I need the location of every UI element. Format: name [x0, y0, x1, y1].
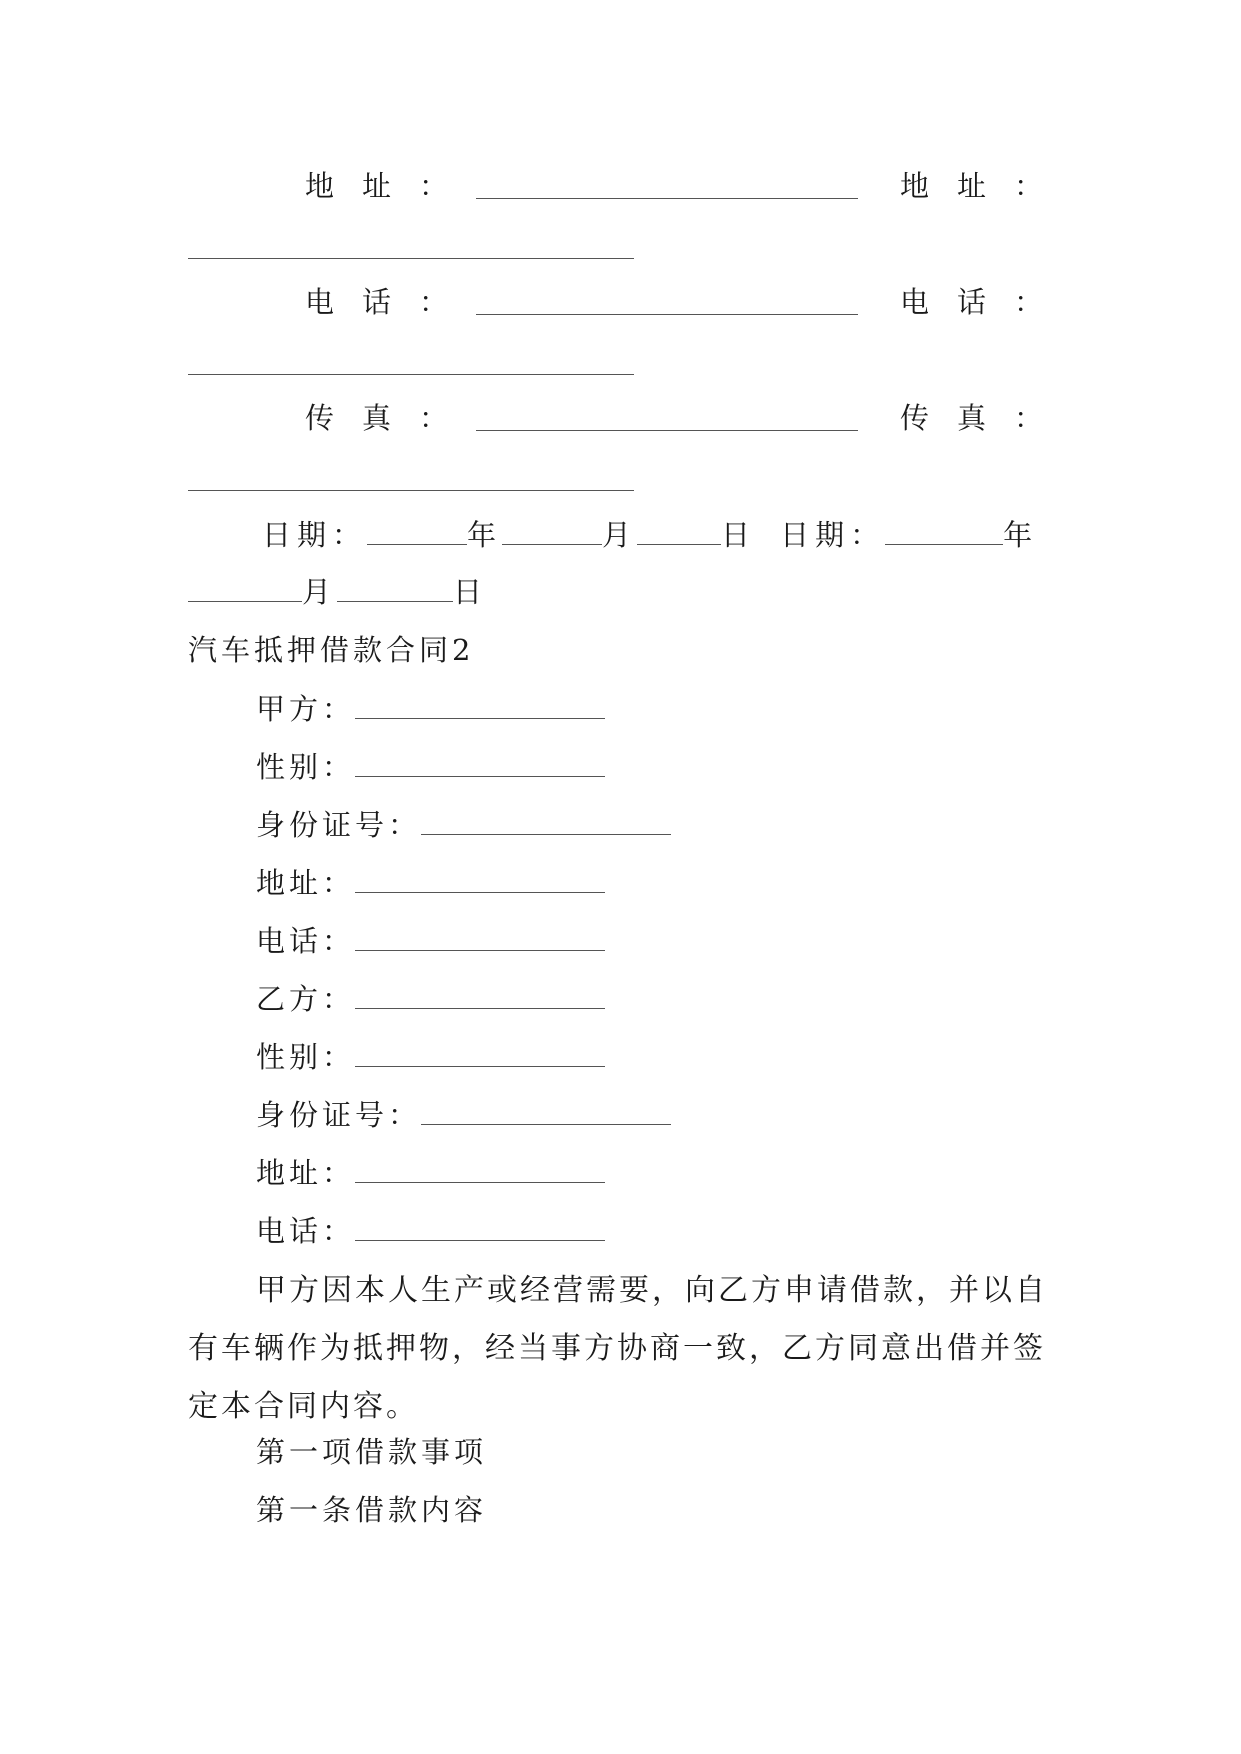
fax-blank-left — [476, 430, 858, 431]
heading-borrowing-content: 第一条借款内容 — [256, 1493, 488, 1527]
party-a-blank — [355, 688, 605, 719]
phone-label-right: 电话： — [900, 285, 1072, 319]
year-blank-right — [885, 514, 1003, 545]
phone-blank-right — [188, 374, 634, 375]
date-line-2: 月 日 — [188, 571, 488, 612]
party-a-address-blank — [355, 862, 605, 893]
fax-label-left: 传真： — [305, 401, 477, 435]
fax-blank-right — [188, 490, 634, 491]
phone-label-left: 电话： — [305, 285, 477, 319]
section-title: 汽车抵押借款合同2 — [188, 633, 475, 667]
address-label-right: 地址： — [900, 169, 1072, 203]
month-blank-left — [502, 514, 602, 545]
party-a-id-row: 身份证号： — [256, 804, 671, 845]
intro-paragraph: 甲方因本人生产或经营需要，向乙方申请借款，并以自有车辆作为抵押物，经当事方协商一致，乙方同意出借并签定本合同内容。 — [188, 1273, 1048, 1424]
party-a-row: 甲方： — [256, 688, 605, 729]
party-b-address-row: 地址： — [256, 1152, 605, 1193]
party-b-gender-blank — [355, 1036, 605, 1067]
address-label-left: 地址： — [305, 169, 477, 203]
party-a-phone-blank — [355, 920, 605, 951]
address-blank-right — [188, 258, 634, 259]
year-blank-left — [367, 514, 467, 545]
party-b-address-blank — [355, 1152, 605, 1183]
party-b-phone-blank — [355, 1210, 605, 1241]
address-blank-left — [476, 198, 858, 199]
party-a-address-row: 地址： — [256, 862, 605, 903]
party-b-phone-row: 电话： — [256, 1210, 605, 1251]
date-label-left: 日期： — [262, 518, 368, 552]
phone-blank-left — [476, 314, 858, 315]
party-b-id-blank — [421, 1094, 671, 1125]
party-a-gender-row: 性别： — [256, 746, 605, 787]
fax-label-right: 传真： — [900, 401, 1072, 435]
day-blank-right — [337, 571, 453, 602]
day-blank-left — [637, 514, 721, 545]
party-b-blank — [355, 978, 605, 1009]
date-label-right: 日期： — [780, 518, 886, 552]
party-b-id-row: 身份证号： — [256, 1094, 671, 1135]
month-blank-right — [188, 571, 302, 602]
party-b-row: 乙方： — [256, 978, 605, 1019]
party-a-phone-row: 电话： — [256, 920, 605, 961]
party-a-id-blank — [421, 804, 671, 835]
heading-borrowing-matters: 第一项借款事项 — [256, 1435, 488, 1469]
party-a-gender-blank — [355, 746, 605, 777]
date-line-1: 日期： 年 月 日 日期： 年 — [262, 514, 1038, 555]
party-b-gender-row: 性别： — [256, 1036, 605, 1077]
